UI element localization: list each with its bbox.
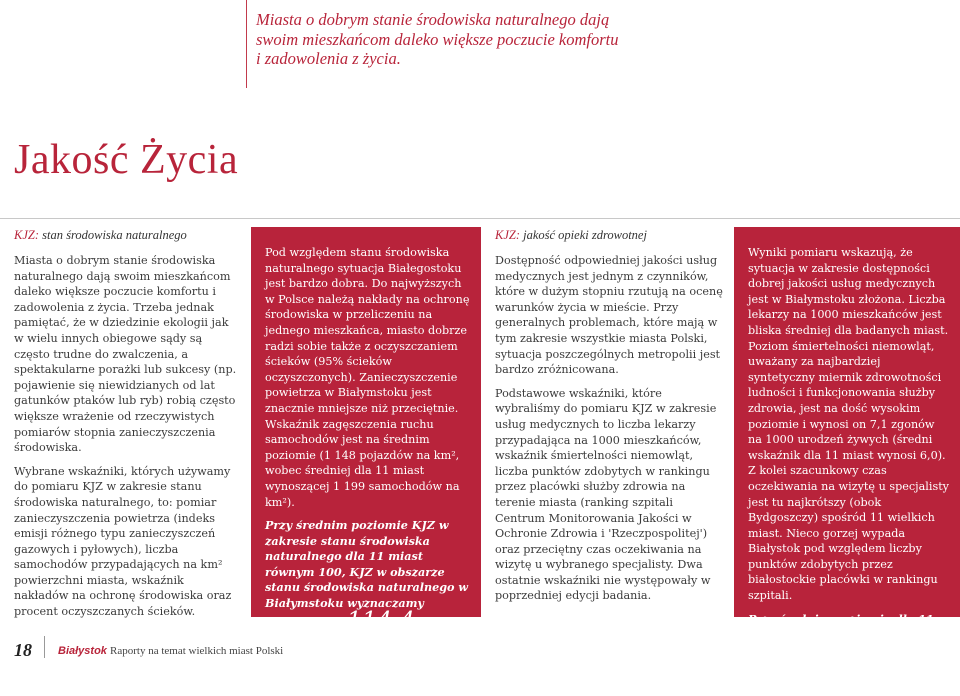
title-divider: [0, 218, 960, 219]
quote-line: i zadowolenia z życia.: [256, 49, 401, 68]
score-value: 111,3.: [796, 670, 873, 696]
score-label: na poziomie: [265, 616, 341, 631]
result-emphasis: Przy średnim poziomie dla 11 miast równym 100, KJZ w Białymstoku: [748, 611, 934, 657]
score-label: w tym zakresie wynosi: [748, 660, 841, 694]
page-title: Jakość Życia: [14, 137, 239, 183]
heading-text: stan środowiska naturalnego: [42, 228, 187, 242]
result-emphasis: Przy średnim poziomie KJZ w zakresie stanu środowiska naturalnego dla 11 miast równym 100, KJZ w obszarze stanu środowiska naturalnego w Białymstoku wyznaczamy: [265, 518, 469, 611]
score-value: 114,4.: [346, 607, 423, 634]
healthcare-text: [495, 253, 725, 612]
section-healthcare-heading: [495, 228, 647, 243]
result-text: Pod względem stanu środowiska naturalnego sytuacja Białegostoku jest bardzo dobra. Do najwyższych w Polsce należą nakłady na ochronę środowiska w przeliczeniu na jednego mieszkańca, miasto dobrze radzi sobie także z oczyszczaniem ścieków (95% ścieków oczyszczonych). Zanieczyszczenie powietrza w Białymstoku jest znacznie mniejsze niż przeciętnie. Wskaźnik zagęszczenia ruchu samochodów jest na średnim poziomie (1 148 pojazdów na km², wobec średniej dla 11 miast wynoszącej 1 199 samochodów na km²).: [265, 246, 470, 509]
pull-quote: [256, 10, 696, 69]
paragraph: Miasta o dobrym stanie środowiska naturalnego dają swoim mieszkańcom daleko większe poczucie komfortu i zadowolenia z życia. Trzeba jednak pamiętać, że w dziedzinie ekologii jak w wielu innych obiegowe sądy są często trudne do zwalczenia, a spektakularne porażki lub sukcesy (np. pojawienie się niewidzianych od lat gatunków ptaków lub ryb) robią często większe wrażenie od rzeczywistych pomiarów stopnia zanieczyszczenia środowiska.: [14, 254, 237, 455]
healthcare-result-box: [734, 227, 960, 696]
footer-divider: [44, 636, 45, 658]
kjz-tag: KJZ:: [14, 228, 39, 242]
environment-result-box: [251, 227, 481, 634]
result-text: Wyniki pomiaru wskazują, że sytuacja w zakresie dostępności dobrej jakości usług medycznych jest w Białymstoku złożona. Liczba lekarzy na 1000 mieszkańców jest bliska średniej dla badanych miast. Poziom śmiertelności niemowląt, uważany za najbardziej syntetyczny miernik zdrowotności ludności i funkcjonowania służby zdrowia, jest na dość wysokim poziomie i wynosi on 7,1 zgonów na 1000 urodzeń żywych (średni wskaźnik dla 11 miast wynosi 6,0). Z kolei szacunkowy czas oczekiwania na wizytę u specjalisty jest tu najkrótszy (obok Bydgoszczy) spośród 11 wielkich miast. Nieco gorzej wypada Białystok pod względem liczby punktów zdobytych przez białostockie placówki w rankingu szpitali.: [748, 246, 950, 603]
footer-city: Białystok: [58, 645, 107, 657]
paragraph: Podstawowe wskaźniki, które wybraliśmy do pomiaru KJZ w zakresie usług medycznych to liczba lekarzy przypadająca na 1000 mieszkańców, wskaźnik śmiertelności niemowląt, liczba punktów zdobytych w rankingu przez placówki służby zdrowia na terenie miasta (ranking szpitali Centrum Monitorowania Jakości w Ochronie Zdrowia i 'Rzeczpospolitej') oraz przeciętny czas oczekiwania na wizytę u wybranego specjalisty. Dwa ostatnie wskaźniki nie występowały w poprzedniej edycji badania.: [495, 386, 717, 603]
heading-text: jakość opieki zdrowotnej: [523, 228, 647, 242]
quote-line: Miasta o dobrym stanie środowiska naturalnego dają: [256, 10, 610, 29]
kjz-tag: KJZ:: [495, 228, 520, 242]
paragraph: Dostępność odpowiedniej jakości usług medycznych jest jednym z czynników, które w dużym stopniu rzutują na ocenę warunków życia w mieście. Przy generalnych problemach, które mają w tym zakresie wszystkie miasta Polski, sytuacja poszczególnych metropolii jest bardzo zróżnicowana.: [495, 254, 723, 377]
paragraph: Wybrane wskaźniki, których używamy do pomiaru KJZ w zakresie stanu środowiska naturalnego, to: pomiar zanieczyszczenia powietrza (indeks emisji różnego typu zanieczyszczeń gazowych i pyłowych), liczba samochodów przypadających na km² powierzchni miasta, wskaźnik nakładów na ochronę środowiska oraz procent oczyszczanych ścieków.: [14, 464, 232, 619]
page-number: 18: [14, 640, 32, 660]
environment-text: [14, 253, 240, 628]
footer-report-title: Raporty na temat wielkich miast Polski: [110, 645, 284, 657]
quote-divider: [246, 0, 247, 88]
section-environment-heading: [14, 228, 187, 243]
quote-line: swoim mieszkańcom daleko większe poczucie komfortu: [256, 29, 619, 49]
